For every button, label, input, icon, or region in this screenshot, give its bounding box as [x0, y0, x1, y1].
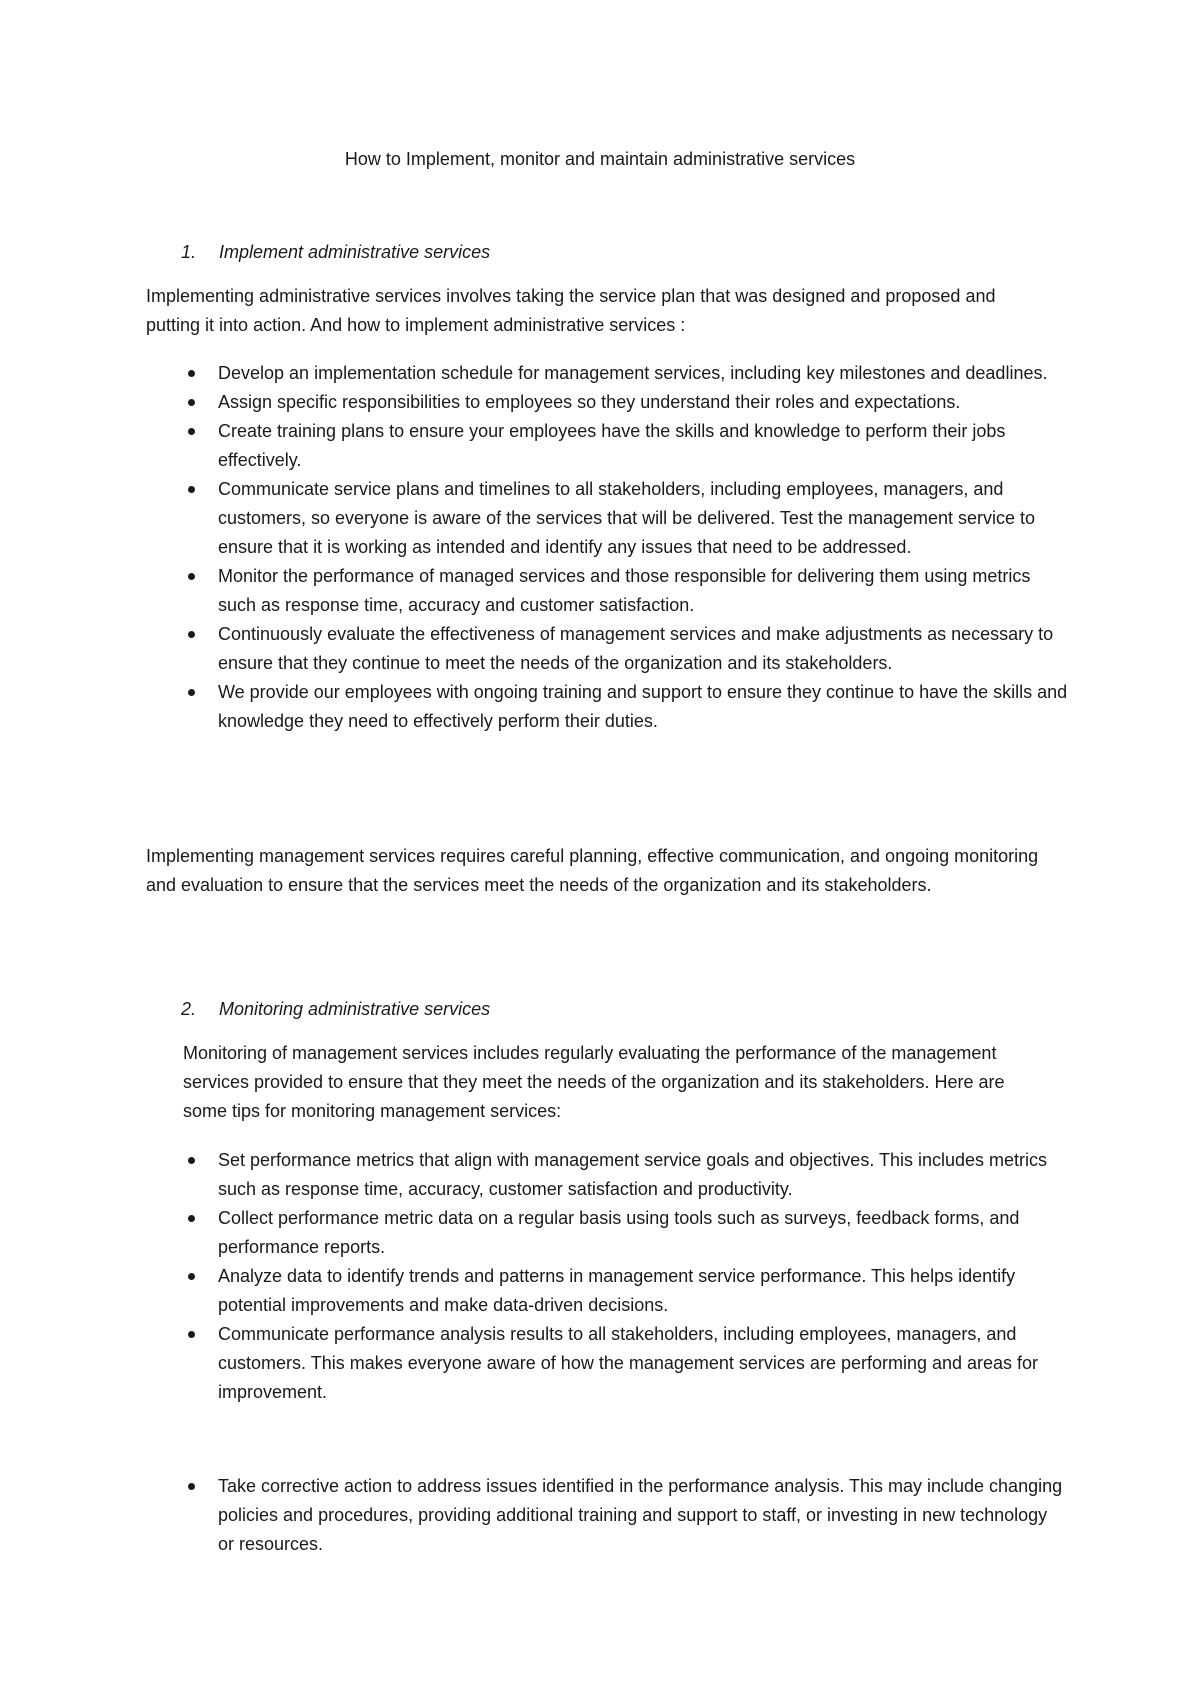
section-1-intro: Implementing administrative services involves taking the service plan that was designed and proposed and putting it into action. And how to implement administrative services :	[146, 286, 996, 335]
section-1-number: 1.	[181, 242, 197, 262]
list-item-text: Set performance metrics that align with management service goals and objectives. This includes metrics such as response time, accuracy, customer satisfaction and productivity.	[218, 1150, 1048, 1199]
section-2-intro: Monitoring of management services includes regularly evaluating the performance of the management services provided to ensure that they meet the needs of the organization and its stakeholders. Here are some tips for monitoring management services:	[183, 1043, 1005, 1121]
list-item	[218, 388, 1068, 417]
list-item	[218, 1146, 1068, 1204]
section-1-bullet-list	[218, 359, 1068, 736]
list-item-text: We provide our employees with ongoing training and support to ensure they continue to have the skills and knowledge they need to effectively perform their duties.	[218, 682, 1068, 731]
list-item-text: Create training plans to ensure your employees have the skills and knowledge to perform their jobs effectively.	[218, 421, 1006, 470]
list-item-text: Communicate service plans and timelines to all stakeholders, including employees, managers, and customers, so everyone is aware of the services that will be delivered. Test the management service to ensure that it is working as intended and identify any issues that need to be addressed.	[218, 479, 1036, 557]
list-item	[218, 1472, 1068, 1559]
document-title: How to Implement, monitor and maintain administrative services	[344, 149, 856, 169]
list-item-text: Develop an implementation schedule for management services, including key milestones and deadlines.	[218, 363, 1048, 383]
list-item	[218, 1262, 1068, 1320]
section-1-closing: Implementing management services requires careful planning, effective communication, and ongoing monitoring and evaluation to ensure that the services meet the needs of the organization and its stakeholders.	[146, 846, 1039, 895]
section-2-bullet-list	[218, 1146, 1068, 1407]
list-item	[218, 359, 1068, 388]
bullet-dot-icon	[188, 631, 195, 638]
bullet-dot-icon	[188, 428, 195, 435]
bullet-dot-icon	[188, 1157, 195, 1164]
list-item-text: Collect performance metric data on a regular basis using tools such as surveys, feedback forms, and performance reports.	[218, 1208, 1020, 1257]
section-2-extra-bullet-list	[218, 1472, 1068, 1559]
bullet-dot-icon	[188, 573, 195, 580]
bullet-dot-icon	[188, 1331, 195, 1338]
list-item-text: Analyze data to identify trends and patterns in management service performance. This helps identify potential improvements and make data-driven decisions.	[218, 1266, 1016, 1315]
list-item	[218, 678, 1068, 736]
list-item	[218, 1204, 1068, 1262]
bullet-dot-icon	[188, 1273, 195, 1280]
bullet-dot-icon	[188, 370, 195, 377]
list-item	[218, 620, 1068, 678]
list-item-text: Monitor the performance of managed services and those responsible for delivering them using metrics such as response time, accuracy and customer satisfaction.	[218, 566, 1031, 615]
section-2-number: 2.	[181, 999, 197, 1019]
bullet-dot-icon	[188, 399, 195, 406]
bullet-dot-icon	[188, 1215, 195, 1222]
list-item	[218, 475, 1068, 562]
list-item-text: Communicate performance analysis results to all stakeholders, including employees, managers, and customers. This makes everyone aware of how the management services are performing and areas for improvement.	[218, 1324, 1039, 1402]
section-2-title: Monitoring administrative services	[219, 999, 491, 1019]
list-item-text: Continuously evaluate the effectiveness of management services and make adjustments as necessary to ensure that they continue to meet the needs of the organization and its stakeholders.	[218, 624, 1054, 673]
bullet-dot-icon	[188, 486, 195, 493]
bullet-dot-icon	[188, 689, 195, 696]
list-item-text: Assign specific responsibilities to employees so they understand their roles and expectations.	[218, 392, 961, 412]
list-item	[218, 1320, 1068, 1407]
section-1-title: Implement administrative services	[219, 242, 491, 262]
list-item	[218, 562, 1068, 620]
list-item	[218, 417, 1068, 475]
bullet-dot-icon	[188, 1483, 195, 1490]
list-item-text: Take corrective action to address issues identified in the performance analysis. This may include changing policies and procedures, providing additional training and support to staff, or investing in new technology or resources.	[218, 1476, 1063, 1554]
